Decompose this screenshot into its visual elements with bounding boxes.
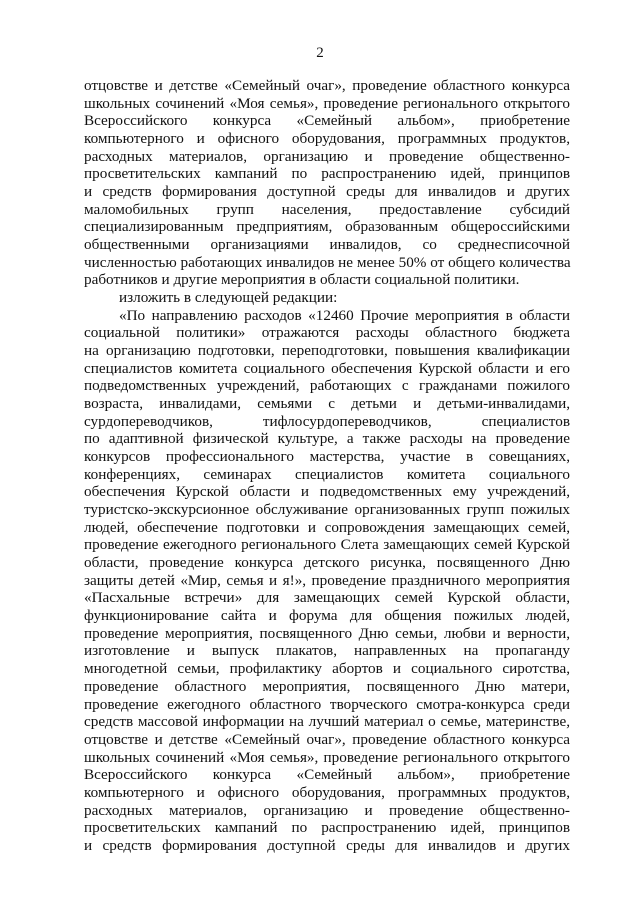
text-line: отцовстве и детстве «Семейный очаг», проведение областного конкурса — [84, 730, 570, 748]
text-line: изготовление и выпуск плакатов, направленных на пропаганду — [84, 642, 570, 660]
text-line: средств массовой информации на лучший материал о семье, материнстве, — [84, 713, 570, 731]
page-number: 2 — [316, 45, 324, 61]
text-line: конкурсов профессионального мастерства, участие в совещаниях, — [84, 448, 570, 466]
text-line: компьютерного и офисного оборудования, программных продуктов, — [84, 130, 570, 147]
text-line: туристско-экскурсионное обслуживание организованных групп пожилых — [84, 501, 570, 519]
text-line: проведение ежегодного регионального Слета замещающих семей Курской — [84, 536, 570, 554]
text-line: конференциях, семинарах специалистов комитета социального — [84, 465, 570, 483]
text-line: численностью работающих инвалидов не менее 50% от общего количества — [84, 253, 571, 271]
text-line: просветительских кампаний по распространению идей, принципов — [84, 819, 570, 837]
text-line: сурдопереводчиков, тифлосурдопереводчиков, специалистов — [84, 412, 570, 430]
text-line: маломобильных групп населения, предоставление субсидий — [84, 200, 570, 218]
text-line: отцовстве и детстве «Семейный очаг», проведение областного конкурса — [84, 77, 570, 94]
text-line: проведение мероприятия, посвященного Дню семьи, любви и верности, — [84, 624, 570, 642]
text-line: функционирование сайта и форума для общения пожилых людей, — [84, 607, 570, 625]
text-line: и средств формирования доступной среды для инвалидов и других — [84, 836, 570, 854]
text-line: просветительских кампаний по распространению идей, принципов — [84, 165, 570, 183]
text-line: проведение областного мероприятия, посвященного Дню матери, — [84, 677, 570, 695]
text-line: обеспечения Курской области и подведомственных ему учреждений, — [84, 483, 570, 501]
text-line: и средств формирования доступной среды для инвалидов и других — [84, 183, 570, 200]
text-line: «По направлению расходов «12460 Прочие мероприятия в области — [119, 306, 570, 324]
text-line: Всероссийского конкурса «Семейный альбом», приобретение — [84, 766, 570, 784]
text-line: по адаптивной физической культуре, а также расходы на проведение — [84, 430, 570, 448]
text-line: изложить в следующей редакции: — [119, 289, 338, 306]
text-line: школьных сочинений «Моя семья», проведение регионального открытого — [84, 94, 570, 112]
text-line: «Пасхальные встречи» для замещающих семей Курской области, — [84, 589, 570, 607]
text-line: расходных материалов, организацию и проведение общественно- — [84, 147, 570, 165]
text-line: общественными организациями инвалидов, со среднесписочной — [84, 236, 570, 253]
text-line: возраста, инвалидами, семьями с детьми и детьми-инвалидами, — [84, 395, 570, 413]
text-line: проведение ежегодного областного творческого смотра-конкурса среди — [84, 695, 570, 713]
text-line: компьютерного и офисного оборудования, программных продуктов, — [84, 783, 570, 801]
text-line: подведомственных учреждений, работающих с гражданами пожилого — [84, 377, 570, 395]
text-line: школьных сочинений «Моя семья», проведение регионального открытого — [84, 748, 570, 766]
text-line: людей, обеспечение подготовки и сопровождения замещающих семей, — [84, 518, 570, 536]
text-line: специалистов комитета социального обеспечения Курской области и его — [84, 359, 570, 377]
text-line: многодетной семьи, профилактику абортов и социального сиротства, — [84, 660, 570, 678]
text-line: защиты детей «Мир, семья и я!», проведение праздничного мероприятия — [84, 571, 570, 589]
text-line: социальной политики» отражаются расходы областного бюджета — [84, 324, 570, 342]
text-line: области, проведение конкурса детского рисунка, посвященного Дню — [84, 554, 570, 572]
text-line: работников и другие мероприятия в области социальной политики. — [84, 271, 520, 289]
text-line: на организацию подготовки, переподготовки, повышения квалификации — [84, 342, 570, 360]
text-line: расходных материалов, организацию и проведение общественно- — [84, 801, 570, 819]
text-line: Всероссийского конкурса «Семейный альбом», приобретение — [84, 112, 570, 130]
text-line: специализированным предприятиям, образованным общероссийскими — [84, 218, 570, 236]
